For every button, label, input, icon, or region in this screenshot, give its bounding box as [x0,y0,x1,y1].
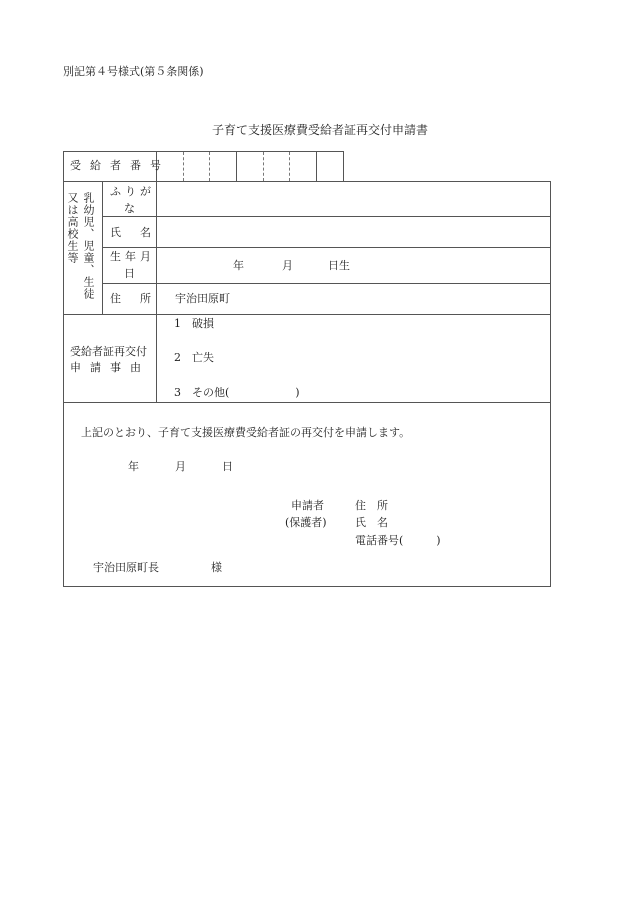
subject-group-label-col1: 乳幼児、児童、生徒 [82,192,95,300]
reason-label-line1: 受給者証再交付 [70,345,147,358]
date-month: 月 [175,460,186,473]
guardian-label: (保護者) [285,516,327,529]
subject-group-label-col2: 又は高校生等 [66,192,79,264]
date-year: 年 [128,460,139,473]
recipient-number-label: 受給者番号 [70,159,170,172]
reason-option-lost[interactable]: 2 亡失 [174,351,214,364]
birthdate-month: 月 [282,259,293,272]
furigana-label-line2: な [124,202,135,215]
phone-label: 電話番号( ) [355,534,441,547]
birthdate-label-line2: 日 [124,267,135,280]
birthdate-year: 年 [233,259,244,272]
applicant-label: 申請者 [291,499,324,512]
date-day: 日 [222,460,233,473]
applicant-name-label: 氏 名 [355,516,388,529]
addressee: 宇治田原町長 [93,561,159,574]
name-field[interactable] [157,217,550,247]
address-value[interactable]: 宇治田原町 [175,292,230,305]
recipient-number-field[interactable] [157,152,343,181]
applicant-address-label: 住 所 [355,499,388,512]
declaration-text: 上記のとおり、子育て支援医療費受給者証の再交付を申請します。 [81,426,411,439]
birthdate-label-line1: 生年月 [110,250,155,263]
furigana-field[interactable] [157,182,550,216]
birthdate-day: 日生 [328,259,350,272]
honorific: 様 [211,561,222,574]
document-title: 子育て支援医療費受給者証再交付申請書 [212,123,429,137]
furigana-label-line1: ふりが [110,185,155,198]
address-label: 住 所 [110,292,155,305]
reason-option-damage[interactable]: 1 破損 [174,317,214,330]
reason-label-line2: 申請事由 [70,361,150,374]
name-label: 氏 名 [110,226,155,239]
form-number-header: 別記第４号様式(第５条関係) [63,65,204,78]
reason-option-other[interactable]: 3 その他( ) [174,386,300,399]
